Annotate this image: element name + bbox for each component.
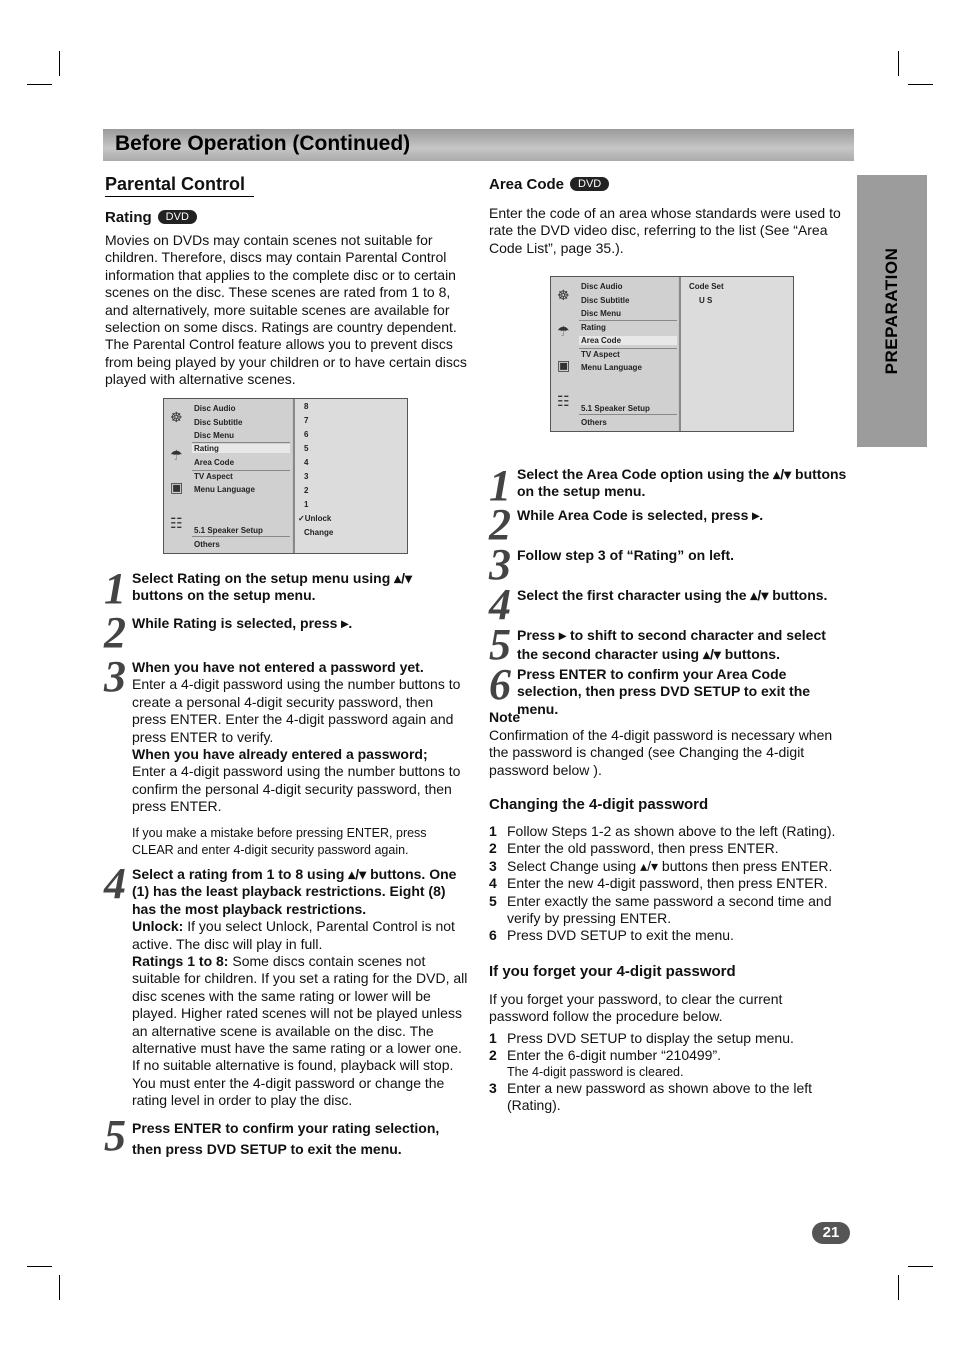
step3-text-existing: Enter a 4-digit password using the number buttons to confirm the personal 4-digit security password, then press ENTER. — [132, 763, 461, 815]
rating-option[interactable]: 3 — [304, 472, 309, 481]
side-tab-label: PREPARATION — [882, 247, 901, 375]
step3-heading-existing: When you have already entered a password; — [132, 746, 428, 763]
rating-setup-menu — [163, 398, 408, 554]
rating-step-3 — [132, 659, 468, 859]
menu-item-area-code[interactable]: Area Code — [194, 458, 235, 467]
list-item: 1 Press DVD SETUP to display the setup menu. — [489, 1030, 794, 1046]
rating-heading-text: Rating — [105, 209, 152, 226]
rating-option[interactable]: 5 — [304, 444, 309, 453]
area-code-heading — [489, 176, 609, 193]
crop-mark — [59, 1275, 60, 1300]
list-item: 3 Select Change using ▴/▾ buttons then press ENTER. — [489, 857, 833, 874]
rating-step-4 — [132, 866, 468, 1110]
note-title: Note — [489, 709, 521, 725]
rating-step-2: While Rating is selected, press ▸. — [132, 615, 353, 631]
step-number: 3 — [489, 540, 511, 589]
step-number: 2 — [104, 608, 126, 657]
step-number: 1 — [104, 564, 126, 613]
step-number: 4 — [489, 580, 511, 629]
rating-option-change[interactable]: Change — [304, 528, 334, 537]
step-number: 2 — [489, 500, 511, 549]
page-title: Before Operation (Continued) — [115, 132, 411, 155]
rating-option[interactable]: 6 — [304, 430, 309, 439]
rating-option[interactable]: 2 — [304, 486, 309, 495]
list-item: 6 Press DVD SETUP to exit the menu. — [489, 927, 734, 944]
side-tab — [857, 175, 927, 447]
menu-item-disc-subtitle[interactable]: Disc Subtitle — [581, 296, 630, 305]
step4-heading: Select a rating from 1 to 8 using ▴/▾ buttons. One (1) has the least playback restrictions. Eight (8) has the most playback restrictions. — [132, 866, 457, 917]
menu-item-others[interactable]: Others — [194, 540, 220, 549]
disc-icon: ☸ — [170, 409, 183, 425]
step4-unlock: Unlock: If you select Unlock, Parental Control is not active. The disc will play in full. — [132, 918, 455, 952]
rating-option[interactable]: 8 — [304, 402, 309, 411]
rating-option-unlock[interactable]: ✓Unlock — [298, 514, 332, 523]
area-step-1: Select the Area Code option using the ▴/▾ buttons on the setup menu. — [517, 466, 847, 500]
area-step-2: While Area Code is selected, press ▸. — [517, 507, 764, 523]
menu-item-rating[interactable]: Rating — [581, 323, 606, 332]
list-item: 1 Follow Steps 1-2 as shown above to the left (Rating). — [489, 823, 836, 839]
forget-password-intro: If you forget your password, to clear the current password follow the procedure below. — [489, 991, 783, 1025]
forget-password-heading: If you forget your 4-digit password — [489, 963, 736, 980]
dvd-badge: DVD — [570, 177, 609, 191]
menu-item-rating[interactable]: Rating — [192, 444, 290, 453]
crop-mark — [898, 1275, 899, 1300]
crop-mark — [908, 84, 933, 85]
page-number: 21 — [812, 1222, 850, 1244]
crop-mark — [27, 84, 52, 85]
rating-intro: Movies on DVDs may contain scenes not suitable for children. Therefore, discs may contain Parental Control information that applies to the complete disc or to certain scenes on the disc. These scenes are rated from 1 to 8, and alternatively, more suitable scenes are available for selection on some discs. Ratings are country dependent. The Parental Control feature allows you to prevent discs from being played by your children or to have certain discs played with alternative scenes. — [105, 232, 467, 388]
rating-option[interactable]: 7 — [304, 416, 309, 425]
disc-icon: ☸ — [557, 287, 570, 303]
list-item: 4 Enter the new 4-digit password, then press ENTER. — [489, 875, 828, 892]
step-number: 1 — [489, 461, 511, 510]
note-text: Confirmation of the 4-digit password is necessary when the password is changed (see Changing the 4-digit password below ). — [489, 727, 833, 778]
area-code-setup-menu — [550, 276, 794, 432]
menu-item-disc-audio[interactable]: Disc Audio — [581, 282, 623, 291]
menu-item-menu-language[interactable]: Menu Language — [581, 363, 642, 372]
tv-icon: ▣ — [170, 479, 184, 495]
menu-item-tv-aspect[interactable]: TV Aspect — [194, 472, 233, 481]
page-header — [103, 129, 854, 161]
step3-text-new: Enter a 4-digit password using the number buttons to create a personal 4-digit security password, then press ENTER. Enter the 4-digit password again and press ENTER to verify. — [132, 676, 461, 745]
speaker-icon: ☷ — [557, 393, 570, 409]
step3-heading-new: When you have not entered a password yet. — [132, 659, 424, 675]
menu-item-speaker-setup[interactable]: 5.1 Speaker Setup — [194, 526, 263, 535]
dvd-badge: DVD — [158, 210, 197, 224]
rating-heading — [105, 209, 197, 226]
menu-item-disc-menu[interactable]: Disc Menu — [194, 431, 235, 440]
list-item: 2 Enter the old password, then press ENTER. — [489, 840, 779, 857]
rating-option[interactable]: 4 — [304, 458, 309, 467]
step3-note: If you make a mistake before pressing ENTER, press CLEAR and enter 4-digit security password again. — [132, 825, 427, 857]
menu-item-disc-audio[interactable]: Disc Audio — [194, 404, 236, 413]
menu-item-area-code[interactable]: Area Code — [579, 336, 677, 345]
step-number: 5 — [104, 1111, 126, 1160]
change-password-list — [489, 823, 851, 945]
area-step-4: Select the first character using the ▴/▾ buttons. — [517, 587, 828, 603]
lock-icon: ☂ — [170, 447, 183, 463]
tv-icon: ▣ — [557, 357, 571, 373]
area-code-heading-text: Area Code — [489, 176, 565, 193]
list-item: 3 Enter a new password as shown above to the left (Rating). — [489, 1079, 813, 1114]
step-number: 3 — [104, 652, 126, 701]
menu-item-disc-menu[interactable]: Disc Menu — [581, 309, 622, 318]
list-item: 5 Enter exactly the same password a second time and verify by pressing ENTER. — [489, 892, 832, 927]
crop-mark — [59, 51, 60, 76]
area-step-6: Press ENTER to confirm your Area Code selection, then press DVD SETUP to exit the menu. — [517, 666, 811, 717]
menu-item-disc-subtitle[interactable]: Disc Subtitle — [194, 418, 243, 427]
area-step-5: Press ▸ to shift to second character and select the second character using ▴/▾ buttons. — [517, 627, 826, 662]
rating-option[interactable]: 1 — [304, 500, 309, 509]
menu-item-tv-aspect[interactable]: TV Aspect — [581, 350, 620, 359]
code-set-title: Code Set — [689, 282, 724, 291]
step-number: 6 — [489, 660, 511, 709]
forget-password-list — [489, 1030, 829, 1115]
section-title: Parental Control — [105, 174, 254, 197]
area-code-value[interactable]: U S — [699, 296, 713, 305]
menu-item-menu-language[interactable]: Menu Language — [194, 485, 255, 494]
crop-mark — [908, 1266, 933, 1267]
speaker-icon: ☷ — [170, 515, 183, 531]
area-code-intro: Enter the code of an area whose standards were used to rate the DVD video disc, referring to the list (See “Area Code List”, page 35.). — [489, 205, 841, 256]
list-item: The 4-digit password is cleared. — [507, 1064, 684, 1079]
crop-mark — [898, 51, 899, 76]
menu-item-others[interactable]: Others — [581, 418, 607, 427]
menu-item-speaker-setup[interactable]: 5.1 Speaker Setup — [581, 404, 650, 413]
change-password-heading: Changing the 4-digit password — [489, 796, 709, 813]
rating-step-1: Select Rating on the setup menu using ▴/▾ buttons on the setup menu. — [132, 570, 413, 604]
step-number: 5 — [489, 620, 511, 669]
crop-mark — [27, 1266, 52, 1267]
lock-icon: ☂ — [557, 323, 570, 339]
area-step-3: Follow step 3 of “Rating” on left. — [517, 547, 734, 563]
step4-ratings: Ratings 1 to 8: Some discs contain scenes not suitable for children. If you set a rating for the DVD, all disc scenes with the same rating or lower will be played. Higher rated scenes will not be played unless an alternative scene is available on the disc. The alternative must have the same rating or a lower one. If no suitable alternative is found, playback will stop. You must enter the 4-digit password or change the rating level in order to play the disc. — [132, 953, 468, 1109]
list-item: 2 Enter the 6-digit number “210499”. — [489, 1047, 722, 1064]
rating-step-5: Press ENTER to confirm your rating selection, then press DVD SETUP to exit the menu. — [132, 1120, 440, 1157]
step-number: 4 — [104, 859, 126, 908]
